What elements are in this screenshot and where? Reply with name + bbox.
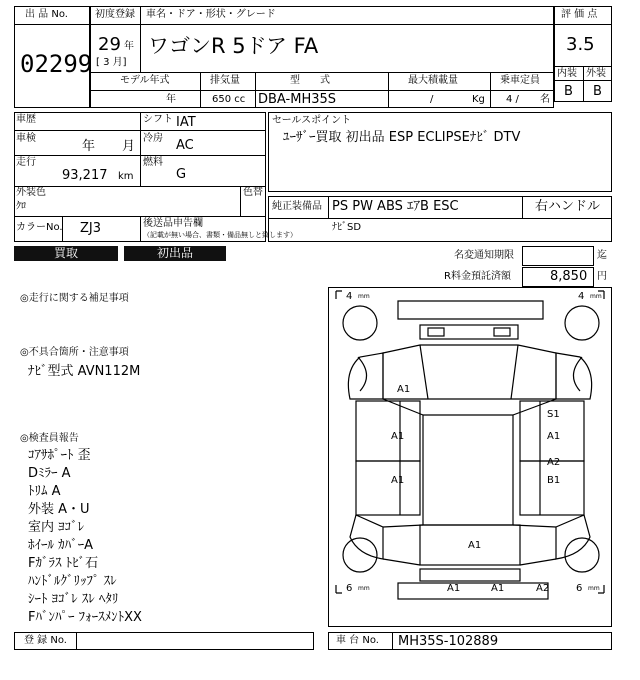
equipment-items: PS PW ABS ｴｱB ESC: [332, 199, 459, 214]
rear-left-tire-depth: 6: [346, 583, 353, 594]
car-diagram: [328, 287, 612, 627]
fuel-value: G: [176, 167, 187, 182]
car-name-label: 車名・ドア・形状・グレード: [146, 9, 276, 20]
damage-mark-rear-bumper-left: A1: [447, 583, 461, 594]
max-load-label: 最大積載量: [408, 75, 458, 86]
damage-mark-rear-gate: A1: [468, 540, 482, 551]
color-change-label: 色替: [243, 187, 263, 198]
model-year-unit: 年: [166, 94, 176, 105]
model-year-label: モデル年式: [120, 75, 170, 86]
inspector-item: ﾎｲｰﾙ ｶﾊﾞｰA: [28, 538, 94, 553]
name-change-box: [522, 246, 594, 266]
damage-mark-rear-bumper-right: A2: [536, 583, 550, 594]
damage-mark-right-rear-door-b: B1: [547, 475, 561, 486]
exterior-label: 外装: [586, 68, 606, 79]
equipment-label: 純正装備品: [272, 201, 322, 212]
displacement-value: 650 cc: [212, 94, 246, 105]
front-bumper: [398, 301, 543, 319]
inspection-month: 月: [122, 139, 136, 154]
score-value: 3.5: [566, 34, 595, 55]
fuel-label: 燃料: [143, 157, 163, 168]
left-rear-door: [356, 461, 420, 515]
damage-mark-left-fender: A1: [397, 384, 411, 395]
front-right-tire-depth: 4: [578, 291, 585, 302]
chassis-label: 車 台 No.: [336, 635, 379, 646]
inspection-label: 車検: [16, 133, 36, 144]
name-change-unit: 迄: [597, 250, 607, 261]
interior-grade: B: [564, 84, 573, 99]
documents-note: （記載が無い場合、書類・備品無しと致します）: [143, 231, 297, 239]
defects-label: ◎不具合箇所・注意事項: [20, 347, 129, 358]
history-label: 車歴: [16, 114, 36, 125]
exterior-color-label: 外装色: [16, 187, 46, 198]
lot-number: 02299: [20, 50, 93, 78]
documents-label: 後送品申告欄: [143, 218, 203, 229]
exterior-color-value: ｸﾛ: [16, 201, 26, 212]
sales-point-label: セールスポイント: [272, 115, 352, 126]
cooler-value: AC: [176, 138, 194, 153]
first-listing-tag: 初出品: [124, 246, 226, 261]
rear-right-tire-depth: 6: [576, 583, 583, 594]
recycle-fee-amount: 8,850: [550, 269, 588, 284]
right-rear-quarter: [556, 515, 590, 559]
damage-mark-right-front-door: A1: [547, 431, 561, 442]
defect-item: ﾅﾋﾞ型式 AVN112M: [28, 364, 141, 379]
driving-notes-label: ◎走行に関する補足事項: [20, 293, 129, 304]
type-label: 型 式: [290, 75, 330, 86]
type-value: DBA-MH35S: [258, 92, 337, 107]
inspector-item: Dﾐﾗｰ A: [28, 466, 71, 481]
inspector-item: Fｶﾞﾗｽ ﾄﾋﾞ石: [28, 556, 99, 571]
shift-label: シフト: [143, 114, 173, 125]
rear-left-tire-unit: mm: [358, 585, 370, 592]
recycle-fee-unit: 円: [597, 271, 607, 282]
front-left-tire-unit: mm: [358, 293, 370, 300]
buyback-tag: 買取: [14, 246, 118, 261]
rear-bumper: [398, 583, 548, 599]
sales-point-text: ﾕｰｻﾞｰ買取 初出品 ESP ECLIPSEﾅﾋﾞ DTV: [283, 130, 521, 145]
inspector-item: 外装 A・U: [28, 502, 90, 517]
right-rear-door: [520, 461, 584, 515]
cooler-label: 冷房: [143, 133, 163, 144]
front-left-tire-depth: 4: [346, 291, 353, 302]
steering-side: 右ハンドル: [535, 199, 601, 214]
roof: [423, 415, 513, 525]
inspector-item: 室内 ﾖｺﾞﾚ: [28, 520, 85, 535]
mileage-label: 走行: [16, 157, 36, 168]
registration-label: 登 録 No.: [24, 635, 67, 646]
damage-mark-right-rear-door-a: A2: [547, 457, 561, 468]
car-name: ワゴンR 5ドア FA: [148, 34, 319, 58]
capacity-unit: 名: [540, 94, 550, 105]
year-unit: 年: [124, 41, 134, 52]
left-rear-quarter: [350, 515, 383, 559]
inspector-item: ｼｰﾄ ﾖｺﾞﾚ ｽﾚ ﾍﾀﾘ: [28, 592, 119, 607]
max-load-value: /: [430, 94, 434, 105]
damage-mark-rear-bumper-center: A1: [491, 583, 505, 594]
damage-mark-left-rear-door: A1: [391, 475, 405, 486]
capacity-label: 乗車定員: [500, 75, 540, 86]
interior-label: 内装: [557, 68, 577, 79]
front-right-tire-unit: mm: [590, 293, 602, 300]
first-registration-label: 初度登録: [95, 9, 135, 20]
front-left-tire: [343, 306, 377, 340]
front-right-tire: [565, 306, 599, 340]
displacement-label: 排気量: [210, 75, 240, 86]
equipment-extra: ﾅﾋﾞSD: [332, 222, 362, 233]
color-number-value: ZJ3: [80, 221, 102, 236]
inspector-item: ｺｱｻﾎﾟｰﾄ 歪: [28, 448, 91, 463]
inspector-item: Fﾊﾞﾝﾊﾟｰ ﾌｫｰｽﾒﾝﾄXX: [28, 610, 142, 625]
first-registration-month: [ 3 月]: [96, 57, 127, 68]
mileage-value: 93,217: [62, 168, 108, 183]
chassis-number: MH35S-102889: [398, 634, 499, 649]
damage-mark-right-mirror: S1: [547, 409, 560, 420]
left-front-fender: [348, 353, 383, 399]
color-number-label: カラーNo.: [16, 222, 63, 233]
rear-left-tire: [343, 538, 377, 572]
inspector-item: ﾊﾝﾄﾞﾙｸﾞﾘｯﾌﾟ ｽﾚ: [28, 574, 117, 589]
name-change-label: 名変通知期限: [454, 250, 514, 261]
shift-value: IAT: [176, 115, 196, 130]
exterior-grade: B: [593, 84, 602, 99]
lot-number-label: 出 品 No.: [25, 9, 68, 20]
first-registration-year: 29: [98, 34, 121, 55]
rear-right-tire-unit: mm: [588, 585, 600, 592]
score-label: 評 価 点: [561, 9, 598, 20]
capacity-value: 4 /: [506, 94, 519, 105]
mileage-unit: km: [118, 171, 134, 182]
inspector-report-label: ◎検査員報告: [20, 433, 79, 444]
max-load-unit: Kg: [472, 94, 485, 105]
damage-mark-left-front-door: A1: [391, 431, 405, 442]
recycle-fee-label: R料金預託済額: [444, 271, 511, 282]
inspector-item: ﾄﾘﾑ A: [28, 484, 61, 499]
inspection-year: 年: [82, 139, 96, 154]
